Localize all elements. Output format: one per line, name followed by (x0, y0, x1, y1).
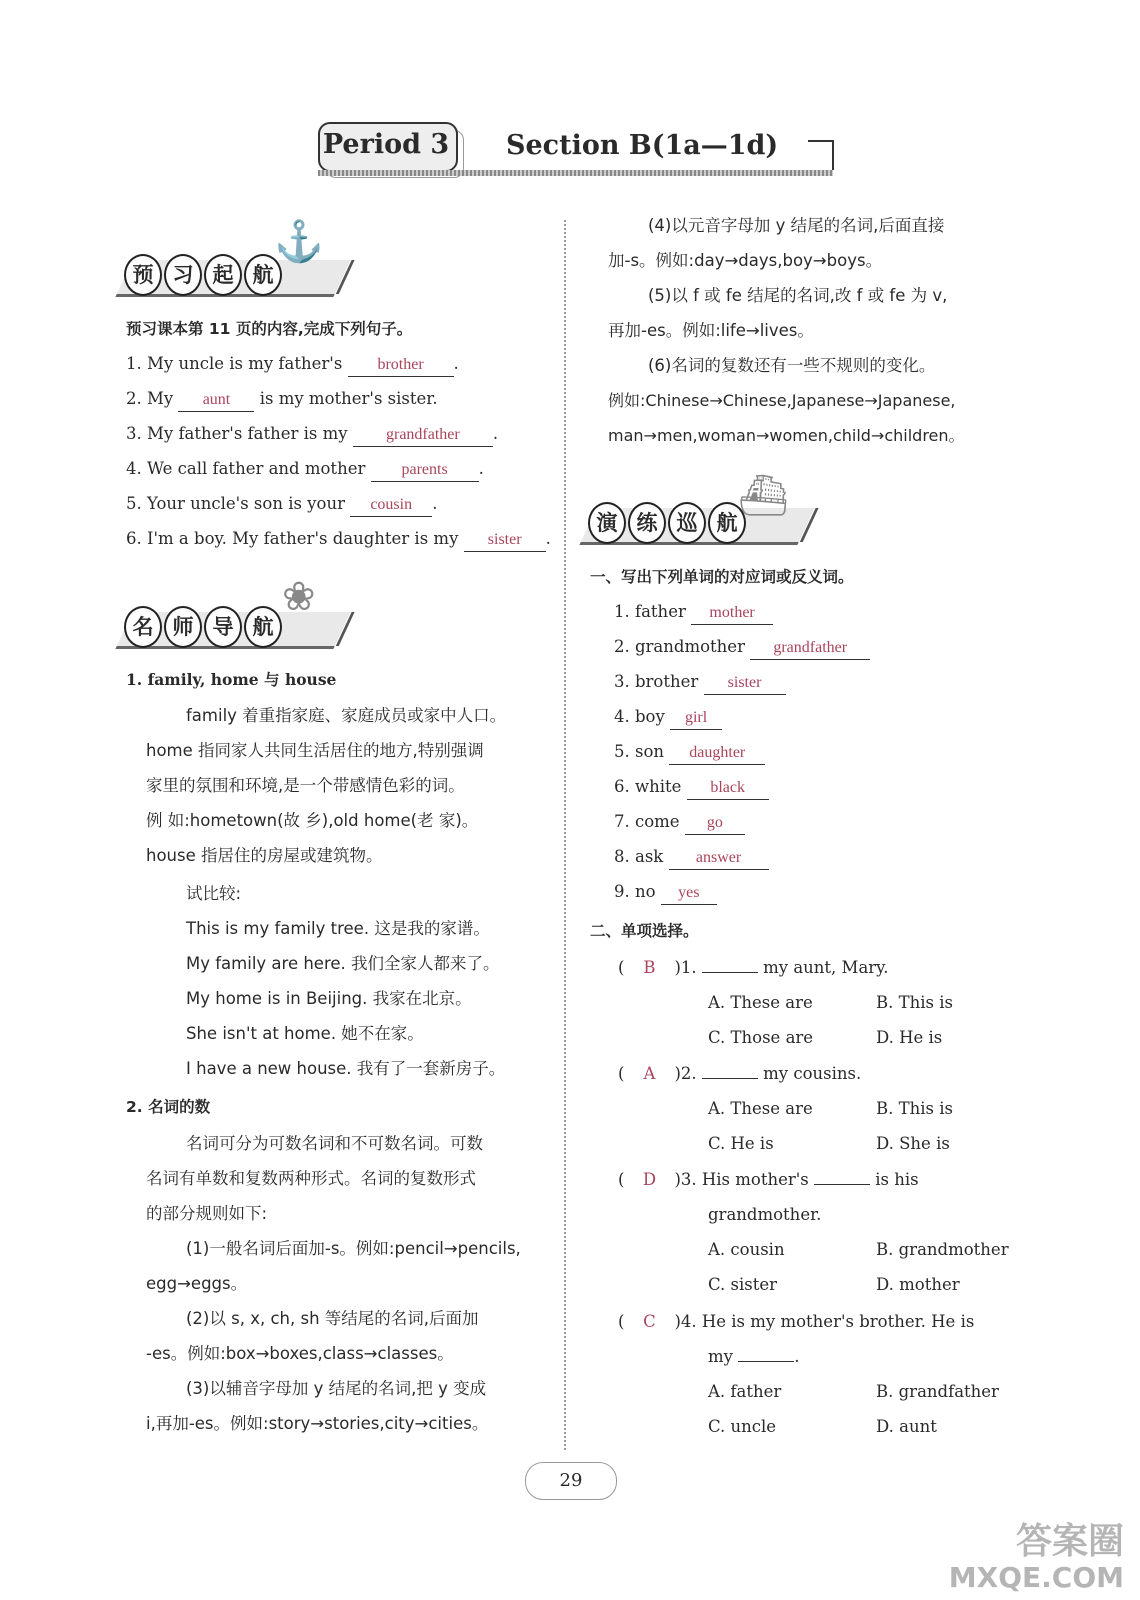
guide-heading-1: 1. family, home 与 house (126, 670, 337, 689)
mc-question: ( A )2. my cousins. (618, 1056, 861, 1091)
practice-badge (588, 473, 806, 552)
list-item: 6. white black (614, 769, 870, 804)
answer-blank: cousin (350, 494, 432, 517)
rule-line: 加-s。例如:day→days,boy→boys。 (608, 251, 883, 270)
feather-icon: ❀ (282, 574, 316, 620)
compare-block (186, 876, 505, 1086)
list-item: 1. My uncle is my father's brother . (126, 346, 551, 381)
mc-answer: D (642, 1170, 657, 1189)
badge-char: 巡 (668, 502, 706, 544)
answer-blank: girl (670, 707, 722, 730)
example-line: My family are here. 我们全家人都来了。 (186, 954, 500, 973)
answer-blank: yes (661, 882, 717, 905)
anchor-icon: ⚓ (274, 219, 324, 265)
answer-blank: brother (348, 354, 454, 377)
badge-char: 航 (244, 254, 282, 296)
list-item: 4. boy girl (614, 699, 870, 734)
answer-blank: go (685, 812, 745, 835)
mc-option: B. grandfather (876, 1382, 999, 1401)
period-label: Period 3 (322, 129, 450, 160)
rule-line: (2)以 s, x, ch, sh 等结尾的名词,后面加 (186, 1309, 479, 1328)
mc-options: my . A. father B. grandfather C. uncle D. aunt (708, 1339, 1028, 1444)
example-line: I have a new house. 我有了一套新房子。 (186, 1059, 506, 1078)
answer-blank: parents (371, 459, 479, 482)
mc-option: B. grandmother (876, 1240, 1009, 1259)
mc-option: C. Those are (708, 1028, 814, 1047)
list-item: 9. no yes (614, 874, 870, 909)
answer-blank: daughter (669, 742, 765, 765)
mc-option: A. These are (708, 1099, 813, 1118)
rule-line: (4)以元音字母加 y 结尾的名词,后面直接 (648, 216, 945, 235)
mc-option: C. uncle (708, 1417, 777, 1436)
answer-blank: black (687, 777, 769, 800)
rule-line: (3)以辅音字母加 y 结尾的名词,把 y 变成 (186, 1379, 487, 1398)
header-rule (318, 170, 833, 176)
rule-line: i,再加-es。例如:story→stories,city→cities。 (146, 1414, 489, 1433)
answer-blank: answer (669, 847, 769, 870)
mc-option: C. sister (708, 1275, 778, 1294)
mc-options (708, 985, 1028, 1055)
mc-question: ( D )3. His mother's is his (618, 1162, 919, 1197)
list-item: 1. father mother (614, 594, 870, 629)
mc-option: B. This is (876, 993, 953, 1012)
mc-options: grandmother. A. cousin B. grandmother C. sister D. mother (708, 1197, 1028, 1302)
badge-char: 预 (124, 254, 162, 296)
rule-line: -es。例如:box→boxes,class→classes。 (146, 1344, 454, 1363)
mc-answer: C (643, 1312, 656, 1331)
section-title: Section B(1a—1d) (506, 130, 779, 161)
mc-option: D. aunt (876, 1417, 937, 1436)
guide-badge (124, 574, 342, 656)
guide-heading-2: 2. 名词的数 (126, 1098, 211, 1116)
guide-paragraph-1: family 着重指家庭、家庭成员或家中人口。 (186, 706, 507, 725)
mc-options (708, 1091, 1028, 1161)
header-corner (808, 140, 834, 170)
badge-char: 师 (164, 606, 202, 648)
badge-char: 起 (204, 254, 242, 296)
answer-blank: grandfather (353, 424, 493, 447)
mc-answer: A (643, 1064, 656, 1083)
ship-icon: ⛴ (738, 473, 789, 519)
rule-line: (1)一般名词后面加-s。例如:pencil→pencils, (186, 1239, 521, 1258)
list-item: 7. come go (614, 804, 870, 839)
list-item: 2. grandmother grandfather (614, 629, 870, 664)
list-item: 3. brother sister (614, 664, 870, 699)
badge-char: 练 (628, 502, 666, 544)
badge-char: 导 (204, 606, 242, 648)
rule-line: man→men,woman→women,child→children。 (608, 426, 965, 445)
answer-blank: aunt (178, 389, 254, 412)
mc-option: A. cousin (708, 1240, 785, 1259)
badge-char: 航 (708, 502, 746, 544)
badge-char: 名 (124, 606, 162, 648)
answer-blank: sister (704, 672, 786, 695)
preview-badge (124, 219, 342, 304)
preview-list (126, 346, 551, 556)
mc-question: ( B )1. my aunt, Mary. (618, 950, 889, 985)
list-item: 3. My father's father is my grandfather . (126, 416, 551, 451)
part1-title: 一、写出下列单词的对应词或反义词。 (590, 568, 854, 586)
preview-instruction: 预习课本第 11 页的内容,完成下列句子。 (126, 320, 413, 338)
column-divider (564, 220, 566, 1450)
word-pairs (614, 594, 870, 909)
mc-option: C. He is (708, 1134, 774, 1153)
badge-char: 航 (244, 606, 282, 648)
plural-rules-cont (608, 208, 965, 453)
rule-line: (5)以 f 或 fe 结尾的名词,改 f 或 fe 为 v, (648, 286, 948, 305)
mc-option: A. father (708, 1382, 782, 1401)
list-item: 5. son daughter (614, 734, 870, 769)
example-line: She isn't at home. 她不在家。 (186, 1024, 424, 1043)
list-item: 6. I'm a boy. My father's daughter is my sister . (126, 521, 551, 556)
mc-question: ( C )4. He is my mother's brother. He is (618, 1304, 974, 1339)
list-item: 8. ask answer (614, 839, 870, 874)
rule-line: 例如:Chinese→Chinese,Japanese→Japanese, (608, 391, 956, 410)
badge-char: 习 (164, 254, 202, 296)
list-item: 5. Your uncle's son is your cousin . (126, 486, 551, 521)
mc-option: D. mother (876, 1275, 960, 1294)
watermark: 答案圈 MXQE.COM (948, 1521, 1124, 1594)
rule-line: (6)名词的复数还有一些不规则的变化。 (648, 356, 936, 375)
mc-option: D. He is (876, 1028, 943, 1047)
list-item: 2. My aunt is my mother's sister. (126, 381, 551, 416)
part2-title: 二、单项选择。 (590, 922, 699, 940)
example-line: My home is in Beijing. 我家在北京。 (186, 989, 472, 1008)
list-item: 4. We call father and mother parents . (126, 451, 551, 486)
guide-paragraph-1-cont: home 指同家人共同生活居住的地方,特别强调 家里的氛围和环境,是一个带感情色彩的词。 例 如:hometown(故 乡),old home(老 家)。 house 指居住的房屋或建筑物。 (146, 741, 484, 865)
answer-blank: sister (464, 529, 546, 552)
guide-paragraph-2: 名词可分为可数名词和不可数名词。可数 名词有单数和复数两种形式。名词的复数形式 的部分规则如下: (1)一般名词后面加-s。例如:pencil→pencils, egg→eggs。 (2)以 s, x, ch, sh 等结尾的名词,后面加 -es。例如:box→boxes,class→classes。 (3)以辅音字母加 y 结尾的名词,把 y 变成 i,再加-es。例如:story→stories,city→cities。 (146, 1126, 521, 1441)
mc-option: A. These are (708, 993, 813, 1012)
page-number: 29 (525, 1462, 617, 1500)
mc-option: B. This is (876, 1099, 953, 1118)
rule-line: egg→eggs。 (146, 1274, 248, 1293)
rule-line: 再加-es。例如:life→lives。 (608, 321, 814, 340)
example-line: This is my family tree. 这是我的家谱。 (186, 919, 490, 938)
answer-blank: grandfather (750, 637, 870, 660)
mc-answer: B (643, 958, 656, 977)
answer-blank: mother (691, 602, 773, 625)
mc-option: D. She is (876, 1134, 950, 1153)
badge-char: 演 (588, 502, 626, 544)
compare-label: 试比较: (186, 884, 242, 903)
page-header (318, 120, 838, 180)
